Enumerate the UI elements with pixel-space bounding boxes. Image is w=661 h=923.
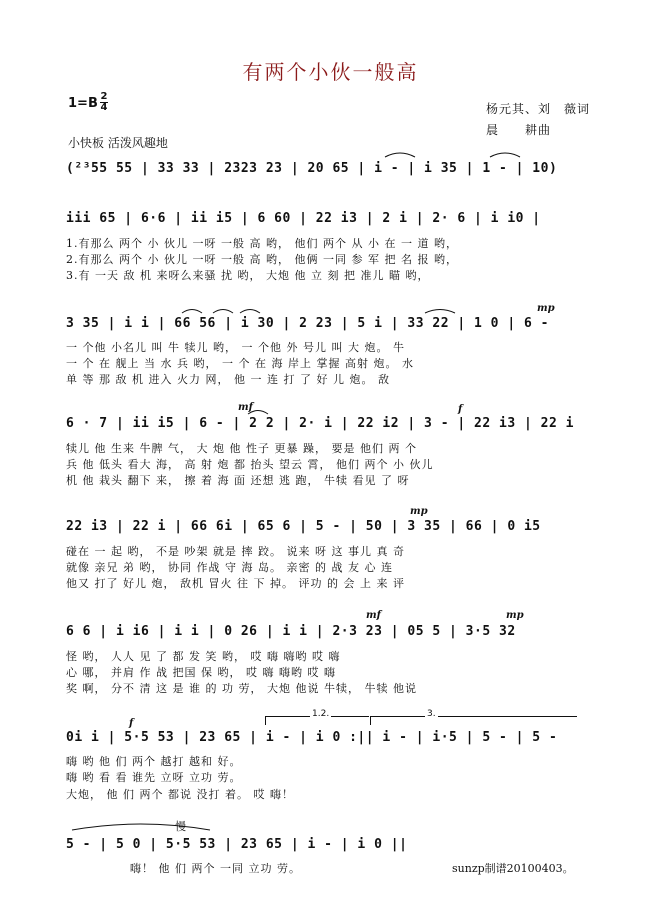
lyric-line: 兵 他 低头 看大 海， 高 射 炮 都 抬头 望云 霄， 他们 两个 小 伙儿 [66,458,434,471]
lyric-line: 奖 啊， 分不 清 这 是 谁 的 功 劳， 大炮 他说 牛犊， 牛犊 他说 [66,682,417,695]
lyric-line: 2.有那么 两个 小 伙儿 一呀 一般 高 哟， 他俩 一同 参 军 把 名 报 哟， [66,253,458,266]
slur [490,153,520,157]
lyric-line: 大炮， 他 们 两个 都说 没打 着。 哎 嗨！ [66,788,294,801]
lyric-line: 怪 哟， 人人 见 了 都 发 笑 哟， 哎 嗨 嗨哟 哎 嗨 [66,650,341,663]
lyric-line: 3.有 一天 敌 机 来呀么来骚 扰 哟， 大炮 他 立 刻 把 准儿 瞄 哟， [66,269,430,282]
notation-line: iii 65 | 6·6 | ii i5 | 6 60 | 22 i3 | 2 i | 2· 6 | i i0 | [66,211,541,226]
meter-top: 2 [100,91,108,102]
notation-line: 22 i3 | 22 i | 66 6i | 65 6 | 5 - | 50 | 3 35 | 66 | 0 i5 [66,519,541,534]
dynamic-f: f [129,718,134,729]
slur [425,310,455,314]
slur [240,310,260,314]
slur [182,310,202,314]
notation-line: 5 - | 5 0 | 5·5 53 | 23 65 | i - | i 0 || [66,837,408,852]
key-signature: 1=B [68,96,98,111]
tempo-marking: 小快板 活泼风趣地 [68,136,168,150]
song-title: 有两个小伙一般高 [242,60,419,84]
slur [72,824,210,830]
dynamic-mf: mf [238,402,253,413]
notation-line: 6 6 | i i6 | i i | 0 26 | i i | 2·3 23 | 05 5 | 3·5 32 [66,624,516,639]
slur [213,310,233,314]
lyric-line: 机 他 栽头 翻下 来， 擦 着 海 面 还想 逃 跑， 牛犊 看见 了 呀 [66,474,410,487]
lyric-line: 心 哪， 并肩 作 战 把国 保 哟， 哎 嗨 嗨哟 哎 嗨 [66,666,336,679]
notation-line: (²³55 55 | 33 33 | 2323 23 | 20 65 | i - | i 35 | 1 - | 10) [66,161,558,176]
lyric-line: 犊儿 他 生来 牛脾 气， 大 炮 他 性子 更暴 躁， 要是 他们 两 个 [66,442,417,455]
volta-label: 3. [427,709,436,719]
lyric-line: 就像 亲兄 弟 哟， 协同 作战 守 海 岛。 亲密 的 战 友 心 连 [66,561,393,574]
slur [385,153,415,157]
lyric-line: 他又 打了 好儿 炮， 敌机 冒火 往 下 掉。 评功 的 会 上 来 评 [66,577,405,590]
dynamic-mf: mf [366,610,381,621]
composer-credit: 晨 耕曲 [486,123,552,137]
lyric-line: 嗨 哟 他 们 两个 越打 越和 好。 [66,755,242,768]
tempo-change-slow: 慢 [175,820,186,833]
dynamic-f: f [458,404,463,415]
dynamic-mp: mp [506,610,524,621]
transcriber-credit: sunzp制谱20100403。 [452,862,574,875]
lyric-line: 一 个 在 舰上 当 水 兵 哟， 一 个 在 海 岸上 掌握 高射 炮。 水 [66,357,414,370]
lyric-line: 单 等 那 敌 机 进入 火力 网， 他 一 连 打 了 好 儿 炮。 敌 [66,373,390,386]
notation-line: 3 35 | i i | 66 56 | i 30 | 2 23 | 5 i | 33 22 | 1 0 | 6 - [66,316,549,331]
dynamic-mp: mp [410,506,428,517]
lyric-line: 嗨 哟 看 看 谁先 立呀 立功 劳。 [66,771,242,784]
notation-line: 0i i | 5·5 53 | 23 65 | i - | i 0 :|| i - | i·5 | 5 - | 5 - [66,730,558,745]
meter-bottom: 4 [100,102,108,113]
slur [248,411,268,415]
lyricist-credit: 杨元其、刘 薇词 [486,102,591,116]
lyric-line: 一 个他 小名儿 叫 牛 犊儿 哟， 一 个他 外 号儿 叫 大 炮。 牛 [66,341,405,354]
dynamic-mp: mp [537,303,555,314]
lyric-line: 嗨！ 他 们 两个 一同 立功 劳。 [130,862,301,875]
lyric-line: 1.有那么 两个 小 伙儿 一呀 一般 高 哟， 他们 两个 从 小 在 一 道 哟， [66,237,458,250]
notation-line: 6 · 7 | ii i5 | 6 - | 2 2 | 2· i | 22 i2 | 3 - | 22 i3 | 22 i [66,416,574,431]
lyric-line: 碰在 一 起 哟， 不是 吵架 就是 摔 跤。 说来 呀 这 事儿 真 奇 [66,545,405,558]
volta-label: 1.2. [312,709,330,719]
